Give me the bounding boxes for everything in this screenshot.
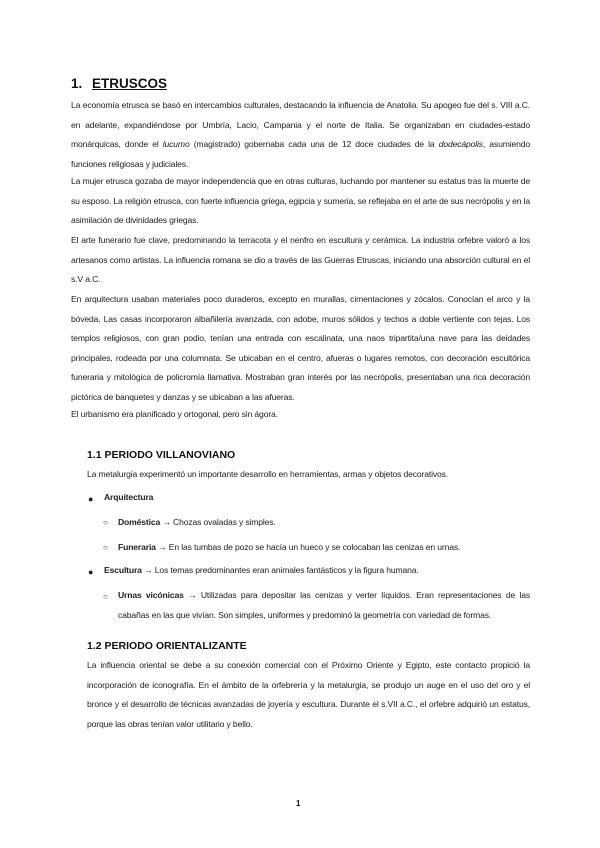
orientalizante-paragraph: La influencia oriental se debe a su conexión comercial con el Próximo Oriente y Egipto, este contacto propició la incorporación de iconografía. En el ámbito de la orfebrería y la metalurgia, se produjo un auge en el uso del oro y el bronce y el desarrollo de técnicas avanzadas de joyería y escultura. Durante el s.VII a.C., el orfebre adquirió un estatus, porque las obras tenían valor utilitario y bello. (87, 660, 530, 729)
bullet-circle-icon: ○ (103, 518, 108, 527)
section-number: 1. (71, 76, 83, 91)
page-number: 1 (296, 799, 301, 808)
list-item-label: Arquitectura (104, 492, 154, 502)
subsection-title-villanoviano: 1.1 PERIODO VILLANOVIANO (87, 449, 236, 461)
list-item-text: → Los temas predominantes eran animales fantásticos y la figura humana. (141, 565, 419, 575)
list-item-label: Urnas vicónicas (118, 590, 184, 600)
bullet-circle-icon: ○ (103, 543, 108, 552)
list-item-label: Funeraria (118, 542, 156, 552)
paragraph-economia (71, 96, 530, 174)
subsection-title-orientalizante: 1.2 PERIODO ORIENTALIZANTE (87, 640, 247, 652)
paragraph-arte-funerario: El arte funerario fue clave, predominando la terracota y el nenfro en escultura y cerámica. La industria orfebre valoró a los artesanos como artistas. La influencia romana se dio a través de las Guerras Etruscas, iniciando una absorción cultural en el s.V a.C. (71, 235, 530, 284)
list-item-text: → En las tumbas de pozo se hacía un hueco y se colocaban las cenizas en urnas. (155, 542, 461, 552)
list-item-text: → Utilizadas para depositar las cenizas y verter líquidos. Eran representaciones de las cabañas en las que vivían. Son simples, uniformes y predominó la geometría con variedad de formas. (118, 590, 530, 620)
paragraph-urbanismo: El urbanismo era planificado y ortogonal, pero sin ágora. (71, 409, 278, 419)
list-item-domestica (118, 513, 276, 533)
list-item-escultura (104, 561, 419, 581)
list-item-label: Doméstica (118, 517, 161, 527)
text-fragment: (magistrado) gobernaba cada una de 12 doce ciudades de la (189, 139, 439, 149)
list-item-arquitectura (104, 488, 153, 508)
italic-term-dodecapolis: dodecápolis (438, 139, 483, 149)
section-title: ETRUSCOS (92, 76, 168, 91)
list-item-text: → Chozas ovaladas y simples. (160, 517, 276, 527)
paragraph-mujer: La mujer etrusca gozaba de mayor independencia que en otras culturas, luchando por mantener su estatus tras la muerte de su esposo. La religión etrusca, con fuerte influencia griega, egipcia y sumeria, se reflejaba en el arte de sus necrópolis y en la asimilación de divinidades griegas. (71, 176, 530, 225)
section-heading (71, 76, 167, 91)
list-item-label: Escultura (104, 565, 142, 575)
list-item-funeraria (118, 538, 460, 558)
text-fragment: La economía etrusca se basó en intercambios culturales, destacando la influencia de Anatolia. Su apogeo fue del s. VIII a.C. en adelante, expandiéndose por Umbría, Lacio, Campania y el norte de Italia. Se organizaban en ciudades-estado monárquicas, donde el (71, 100, 530, 149)
text-fragment: , asumiendo funciones religiosas y judiciales. (71, 139, 530, 169)
villanoviano-intro: La metalurgia experimentó un importante desarrollo en herramientas, armas y objetos decorativos. (87, 469, 449, 479)
paragraph-arquitectura: En arquitectura usaban materiales poco duraderos, excepto en murallas, cimentaciones y zócalos. Conocían el arco y la bóveda. Las casas incorporaron albañilería avanzada, con adobe, muros sólidos y techos a doble vertiente con tejas. Los templos religiosos, con gran podio, tenían una entrada con escalinata, una naos tripartita/una nave para las deidades principales, rodeada por una columnata. Se ubicaban en el centro, afueras o lugares remotos, con decoración escultórica funeraria y mitológica de policromía llamativa. Mostraban gran interés por las necrópolis, presentaban una rica decoración pictórica de banquetes y danzas y se ubicaban a las afueras. (71, 294, 530, 402)
italic-term-lucumo: lucumo (162, 139, 190, 149)
list-item-urnas (118, 586, 530, 625)
bullet-dot-icon: ● (88, 567, 94, 577)
bullet-dot-icon: ● (88, 494, 94, 504)
bullet-circle-icon: ○ (103, 592, 108, 601)
